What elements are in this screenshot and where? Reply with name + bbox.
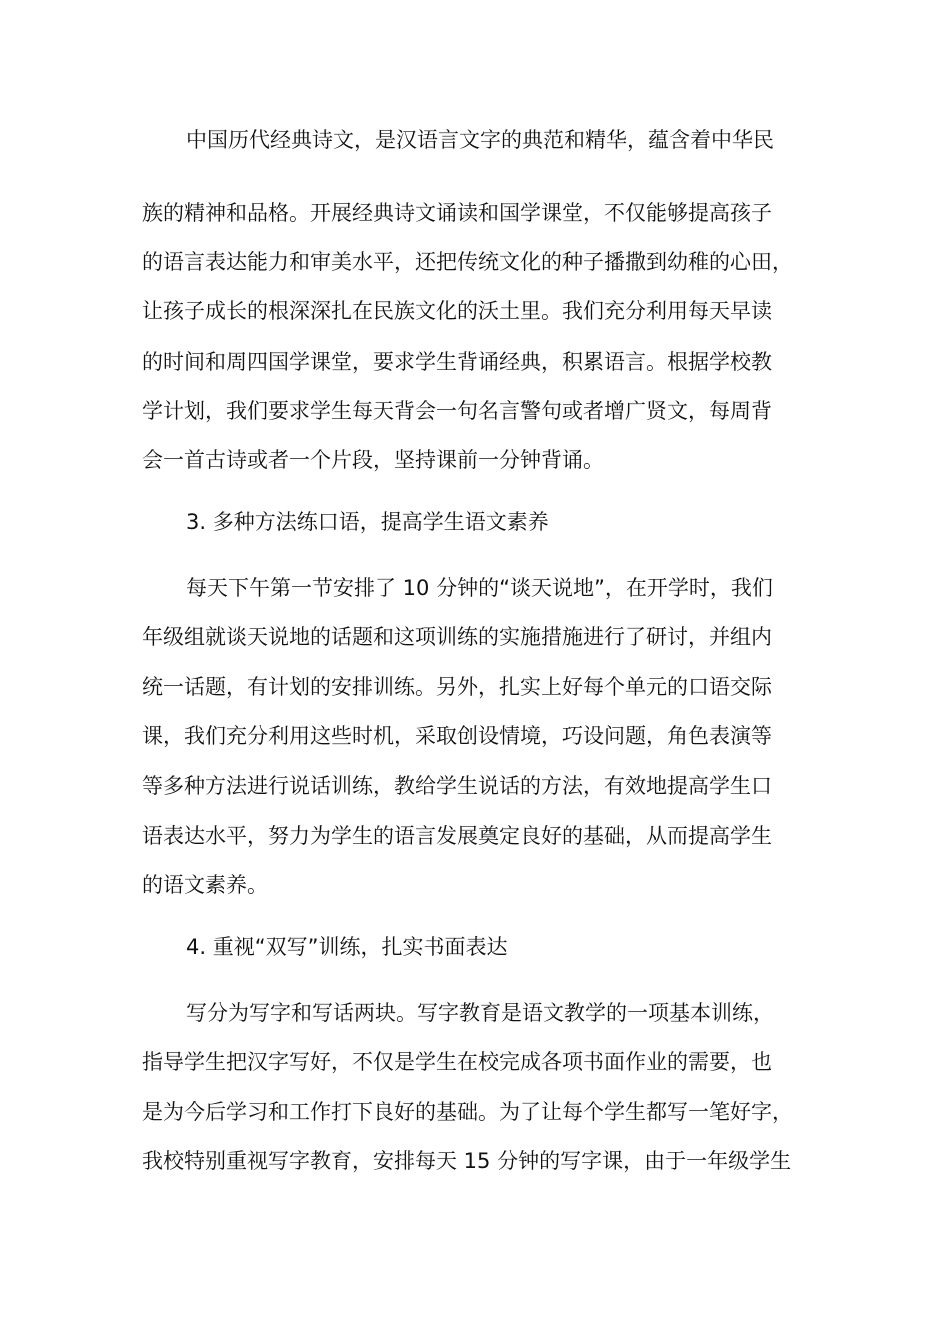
paragraph-line: 我校特别重视写字教育，安排每天 15 分钟的写字课，由于一年级学生 xyxy=(142,1149,792,1173)
paragraph-line: 统一话题，有计划的安排训练。另外，扎实上好每个单元的口语交际 xyxy=(142,675,772,699)
paragraph-line: 语表达水平，努力为学生的语言发展奠定良好的基础，从而提高学生 xyxy=(142,824,772,848)
paragraph-line: 让孩子成长的根深深扎在民族文化的沃土里。我们充分利用每天早读 xyxy=(142,299,772,323)
paragraph-line: 指导学生把汉字写好，不仅是学生在校完成各项书面作业的需要，也 xyxy=(142,1050,772,1074)
paragraph-line: 的语文素养。 xyxy=(142,873,268,897)
section-heading: 4. 重视“双写”训练，扎实书面表达 xyxy=(186,935,508,959)
paragraph-line: 年级组就谈天说地的话题和这项训练的实施措施进行了研讨，并组内 xyxy=(142,625,772,649)
paragraph-line: 是为今后学习和工作打下良好的基础。为了让每个学生都写一笔好字， xyxy=(142,1100,793,1124)
paragraph-line: 的时间和周四国学课堂，要求学生背诵经典，积累语言。根据学校教 xyxy=(142,350,772,374)
paragraph-line: 中国历代经典诗文，是汉语言文字的典范和精华，蕴含着中华民 xyxy=(186,128,774,152)
paragraph-line: 每天下午第一节安排了 10 分钟的“谈天说地”，在开学时，我们 xyxy=(186,576,773,600)
section-heading: 3. 多种方法练口语，提高学生语文素养 xyxy=(186,510,549,534)
paragraph-line: 的语言表达能力和审美水平，还把传统文化的种子播撒到幼稚的心田， xyxy=(142,250,793,274)
paragraph-line: 族的精神和品格。开展经典诗文诵读和国学课堂，不仅能够提高孩子 xyxy=(142,201,772,225)
paragraph-line: 课，我们充分利用这些时机，采取创设情境，巧设问题，角色表演等 xyxy=(142,724,772,748)
paragraph-line: 学计划，我们要求学生每天背会一句名言警句或者增广贤文，每周背 xyxy=(142,399,772,423)
paragraph-line: 会一首古诗或者一个片段，坚持课前一分钟背诵。 xyxy=(142,448,604,472)
paragraph-line: 写分为写字和写话两块。写字教育是语文教学的一项基本训练， xyxy=(186,1001,774,1025)
paragraph-line: 等多种方法进行说话训练，教给学生说话的方法，有效地提高学生口 xyxy=(142,774,772,798)
